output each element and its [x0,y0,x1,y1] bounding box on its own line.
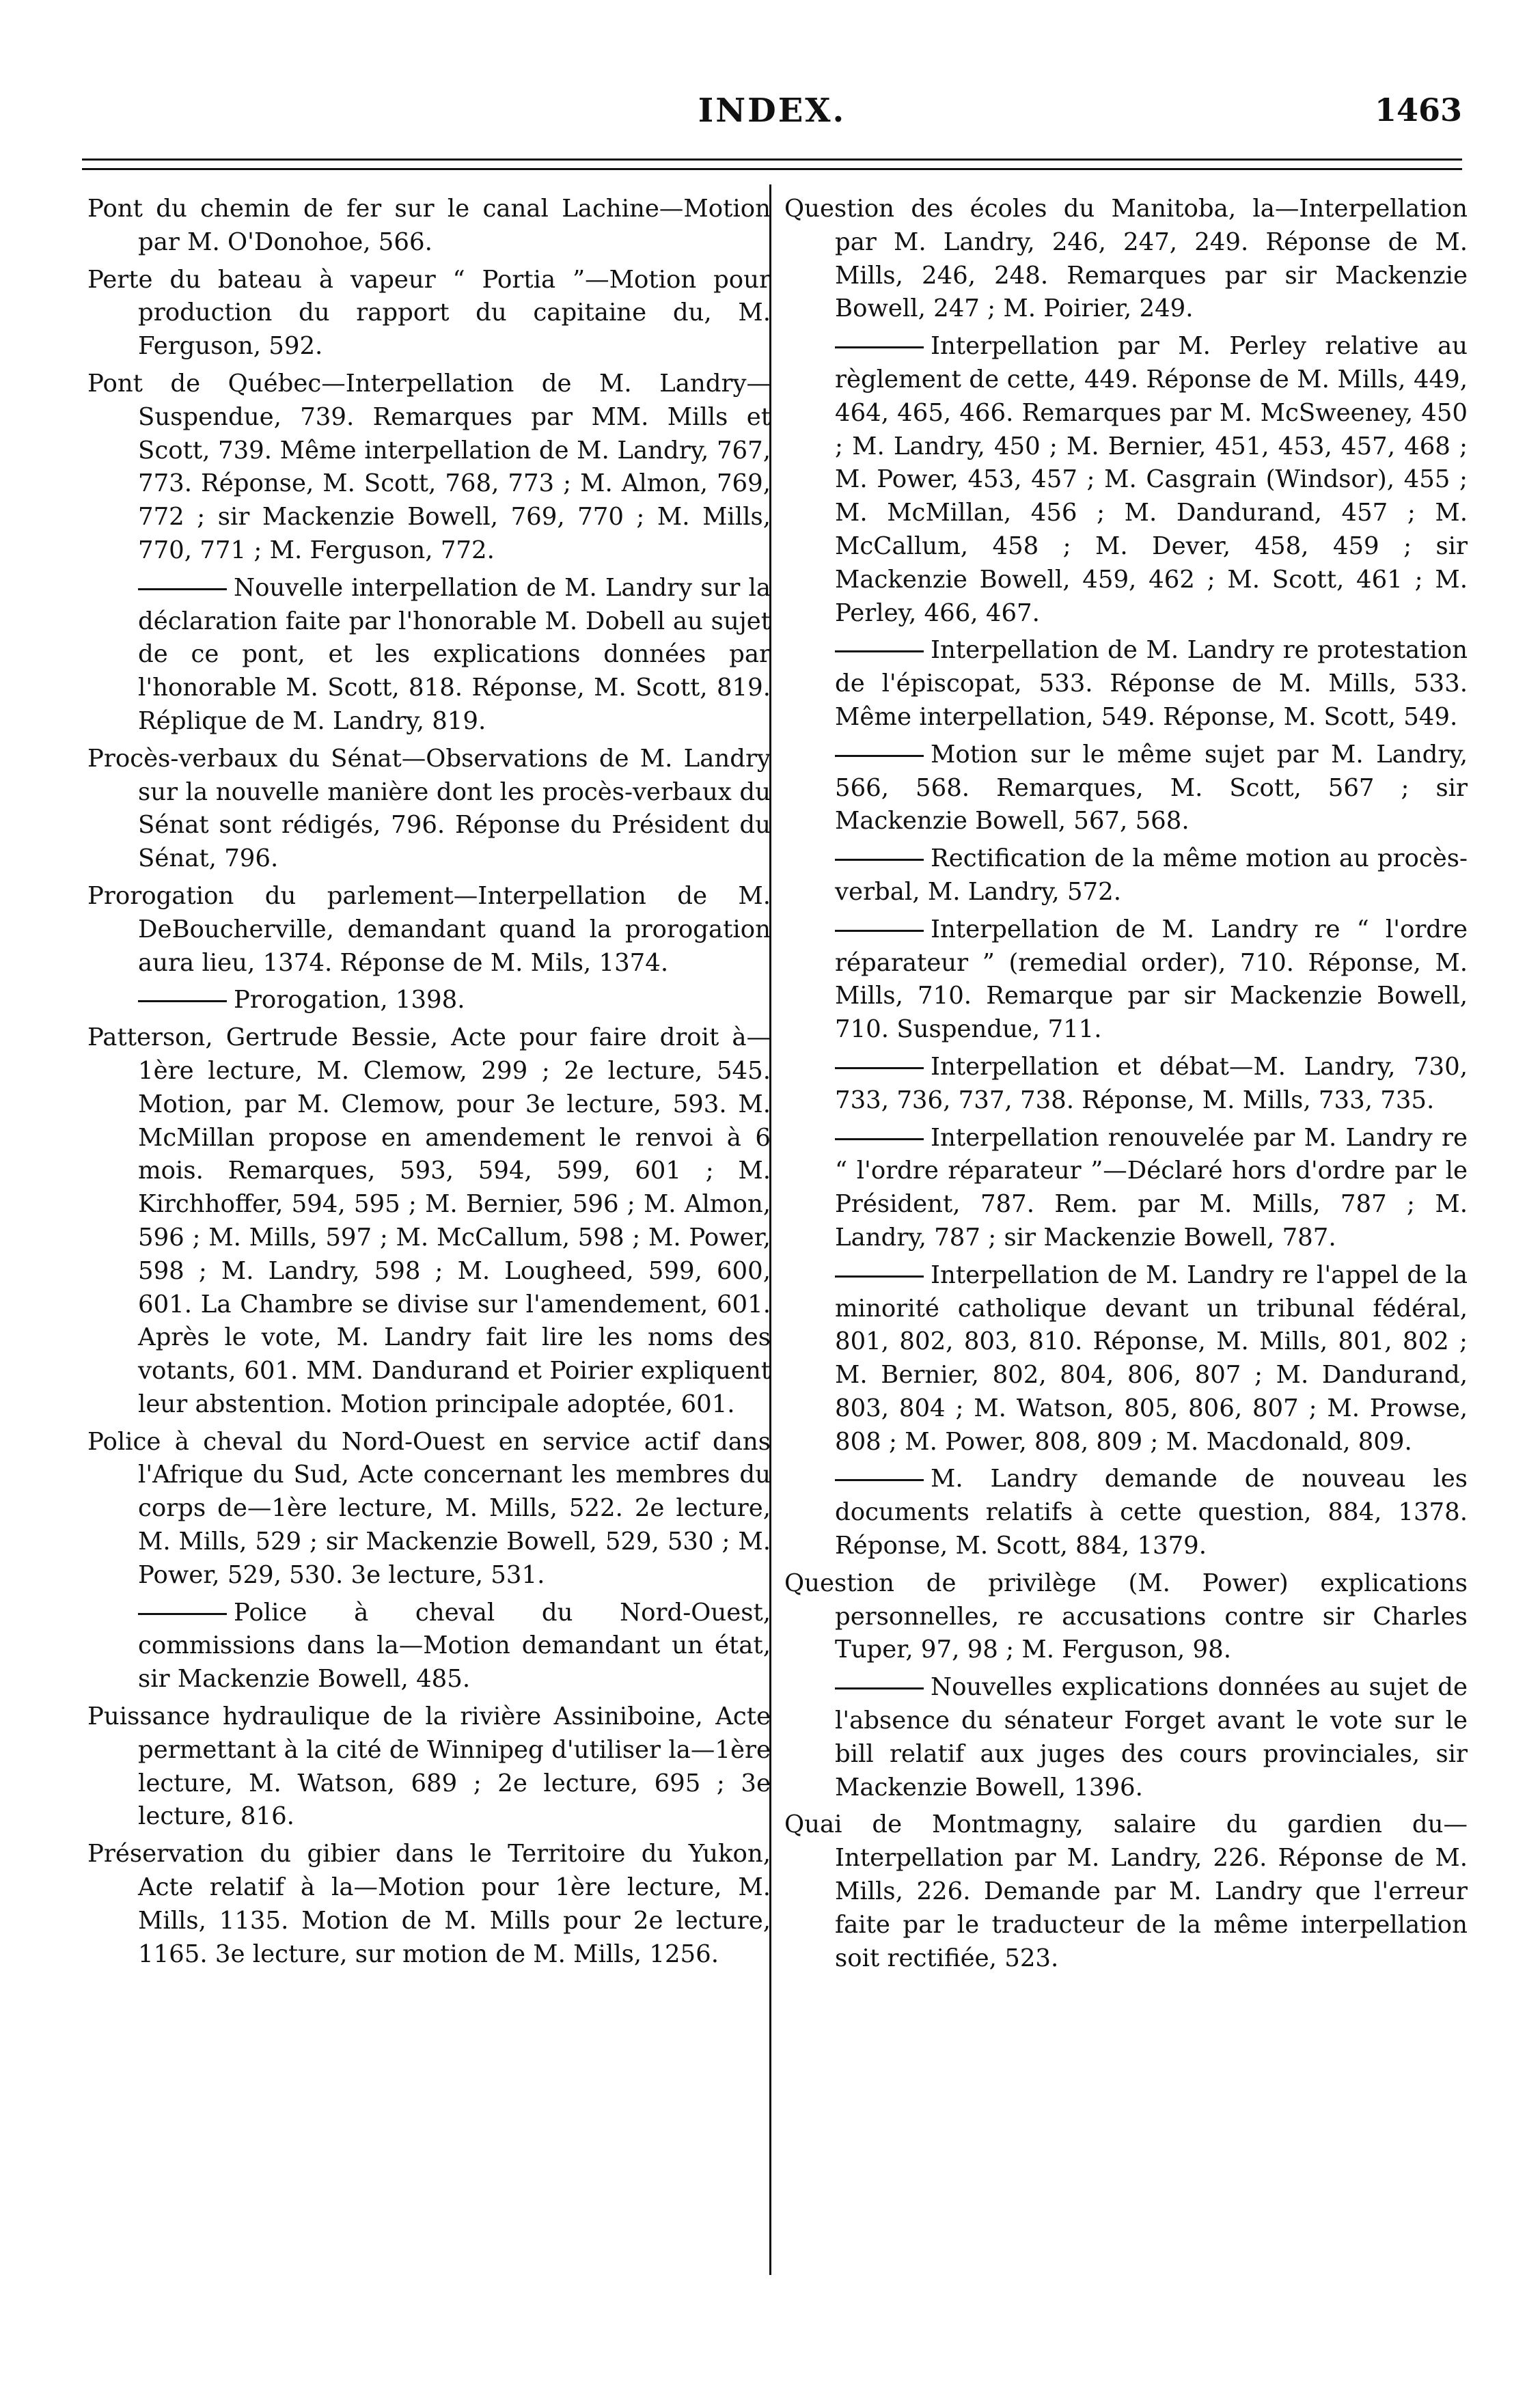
page-title: INDEX. [698,92,847,130]
index-entry: Police à cheval du Nord-Ouest en service actif dans l'Afrique du Sud, Acte concernant les membres du corps de—1ère lecture, M. Mills, 522. 2e lecture, M. Mills, 529 ; sir Mackenzie Bowell, 529, 530 ; M. Power, 529, 530. 3e lecture, 531. [87,1427,771,1589]
index-subentry-text: Nouvelle interpellation de M. Landry sur la déclaration faite par l'honorable M. Dobell au sujet de ce pont, et les explications données par l'honorable M. Scott, 818. Réponse, M. Scott, 819. Réplique de M. Landry, 819. [138,573,771,735]
index-subentry [784,1463,1468,1562]
index-subentry-text: M. Landry demande de nouveau les documents relatifs à cette question, 884, 1378. Réponse, M. Scott, 884, 1379. [835,1465,1468,1560]
dash-rule [138,1613,227,1615]
index-subentry-text: Interpellation renouvelée par M. Landry re “ l'ordre réparateur ”—Déclaré hors d'ordre par le Président, 787. Rem. par M. Mills, 787 ; M. Landry, 787 ; sir Mackenzie Bowell, 787. [835,1123,1468,1252]
index-subentry-text: Interpellation de M. Landry re “ l'ordre réparateur ” (remedial order), 710. Réponse, M. Mills, 710. Remarque par sir Mackenzie Bowell, 710. Suspendue, 711. [835,915,1468,1044]
index-entry: Préservation du gibier dans le Territoire du Yukon, Acte relatif à la—Motion pour 1ère lecture, M. Mills, 1135. Motion de M. Mills pour 2e lecture, 1165. 3e lecture, sur motion de M. Mills, 1256. [87,1840,771,1968]
dash-rule [835,1067,924,1069]
index-subentry [784,913,1468,1047]
index-subentry [784,634,1468,734]
index-subentry [784,330,1468,630]
index-subentry [87,984,771,1017]
index-subentry [784,739,1468,838]
right-column [784,193,1468,1979]
index-subentry-text: Rectification de la même motion au procès-verbal, M. Landry, 572. [835,844,1468,906]
index-subentry-text: Interpellation de M. Landry re protestation de l'épiscopat, 533. Réponse de M. Mills, 533. Même interpellation, 549. Réponse, M. Scott, 549. [835,636,1468,731]
index-entry: Patterson, Gertrude Bessie, Acte pour faire droit à—1ère lecture, M. Clemow, 299 ; 2e lecture, 545. Motion, par M. Clemow, pour 3e lecture, 593. M. McMillan propose en amendement le renvoi à 6 mois. Remarques, 593, 594, 599, 601 ; M. Kirchhoffer, 594, 595 ; M. Bernier, 596 ; M. Almon, 596 ; M. Mills, 597 ; M. McCallum, 598 ; M. Power, 598 ; M. Landry, 598 ; M. Lougheed, 599, 600, 601. La Chambre se divise sur l'amendement, 601. Après le vote, M. Landry fait lire les noms des votants, 601. MM. Dandurand et Poirier expliquent leur abstention. Motion principale adoptée, 601. [87,1023,771,1418]
dash-rule [835,755,924,757]
index-subentry-text: Interpellation par M. Perley relative au règlement de cette, 449. Réponse de M. Mills, 449, 464, 465, 466. Remarques par M. McSweeney, 450 ; M. Landry, 450 ; M. Bernier, 451, 453, 457, 468 ; M. Power, 453, 457 ; M. Casgrain (Windsor), 455 ; M. McMillan, 456 ; M. Dandurand, 457 ; M. McCallum, 458 ; M. Dever, 458, 459 ; sir Mackenzie Bowell, 459, 462 ; M. Scott, 461 ; M. Perley, 466, 467. [835,332,1468,627]
index-subentry-text: Prorogation, 1398. [234,986,465,1015]
dash-rule [835,859,924,861]
page-number: 1463 [1374,92,1462,128]
index-subentry-text: Police à cheval du Nord-Ouest, commissions dans la—Motion demandant un état, sir Mackenzie Bowell, 485. [138,1598,771,1694]
index-subentry [784,1122,1468,1255]
index-subentry-text: Nouvelles explications données au sujet de l'absence du sénateur Forget avant le vote sur le bill relatif aux juges des cours provinciales, sir Mackenzie Bowell, 1396. [835,1673,1468,1802]
dash-rule [835,1687,924,1689]
dash-rule [835,1138,924,1140]
index-subentry [87,572,771,739]
dash-rule [835,1275,924,1278]
index-entry: Question de privilège (M. Power) explications personnelles, re accusations contre sir Charles Tuper, 97, 98 ; M. Ferguson, 98. [784,1569,1468,1664]
index-entry: Perte du bateau à vapeur “ Portia ”—Motion pour production du rapport du capitaine du, M. Ferguson, 592. [87,265,771,361]
dash-rule [835,930,924,932]
index-entry: Pont de Québec—Interpellation de M. Landry—Suspendue, 739. Remarques par MM. Mills et Scott, 739. Même interpellation de M. Landry, 767, 773. Réponse, M. Scott, 768, 773 ; M. Almon, 769, 772 ; sir Mackenzie Bowell, 769, 770 ; M. Mills, 770, 771 ; M. Ferguson, 772. [87,369,771,564]
index-entry: Puissance hydraulique de la rivière Assiniboine, Acte permettant à la cité de Winnipeg d'utiliser la—1ère lecture, M. Watson, 689 ; 2e lecture, 695 ; 3e lecture, 816. [87,1702,771,1831]
header-rule-top [82,158,1462,161]
dash-rule [138,1000,227,1002]
index-entry: Question des écoles du Manitoba, la—Interpellation par M. Landry, 246, 247, 249. Réponse de M. Mills, 246, 248. Remarques par sir Mackenzie Bowell, 247 ; M. Poirier, 249. [784,195,1468,323]
index-subentry [87,1597,771,1696]
index-entry: Pont du chemin de fer sur le canal Lachine—Motion par M. O'Donohoe, 566. [87,195,771,256]
index-entry: Prorogation du parlement—Interpellation de M. DeBoucherville, demandant quand la prorogation aura lieu, 1374. Réponse de M. Mils, 1374. [87,881,771,977]
left-column [87,193,771,1975]
page-header [82,87,1462,135]
index-subentry-text: Interpellation de M. Landry re l'appel de la minorité catholique devant un tribunal fédéral, 801, 802, 803, 810. Réponse, M. Mills, 801, 802 ; M. Bernier, 802, 804, 806, 807 ; M. Dandurand, 803, 804 ; M. Watson, 805, 806, 807 ; M. Prowse, 808 ; M. Power, 808, 809 ; M. Macdonald, 809. [835,1260,1468,1456]
index-subentry [784,1259,1468,1459]
index-entry: Quai de Montmagny, salaire du gardien du—Interpellation par M. Landry, 226. Réponse de M. Mills, 226. Demande par M. Landry que l'erreur faite par le traducteur de la même interpellation soit rectifiée, 523. [784,1810,1468,1972]
dash-rule [138,588,227,590]
index-entry: Procès-verbaux du Sénat—Observations de M. Landry sur la nouvelle manière dont les procès-verbaux du Sénat sont rédigés, 796. Réponse du Président du Sénat, 796. [87,744,771,873]
dash-rule [835,1479,924,1481]
dash-rule [835,650,924,652]
header-rule-bottom [82,168,1462,170]
index-subentry [784,1051,1468,1118]
dash-rule [835,346,924,348]
index-subentry [784,842,1468,909]
index-subentry-text: Interpellation et débat—M. Landry, 730, 733, 736, 737, 738. Réponse, M. Mills, 733, 735. [835,1052,1468,1114]
index-subentry-text: Motion sur le même sujet par M. Landry, 566, 568. Remarques, M. Scott, 567 ; sir Mackenzie Bowell, 567, 568. [835,740,1468,836]
index-subentry [784,1671,1468,1804]
